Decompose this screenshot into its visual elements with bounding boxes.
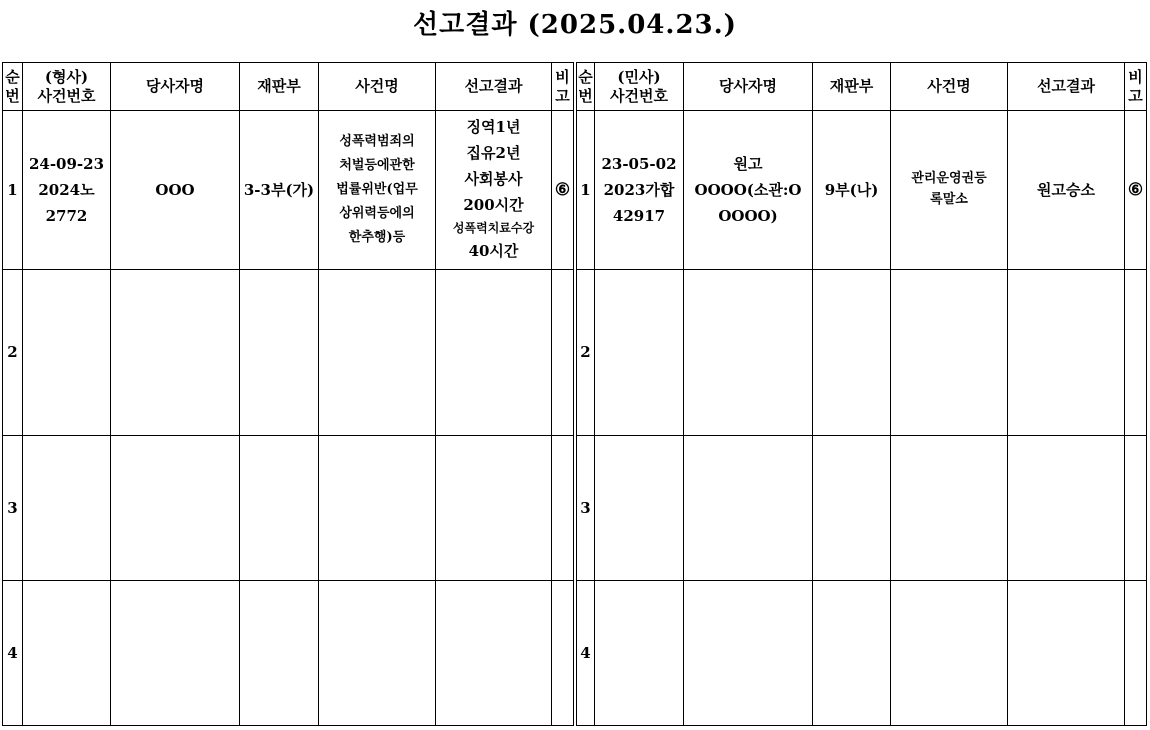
header-result: 선고결과 [1008, 63, 1125, 111]
row-no: 2 [3, 270, 23, 436]
header-case-name: 사건명 [319, 63, 436, 111]
row-no: 4 [3, 581, 23, 726]
header-case-name: 사건명 [891, 63, 1008, 111]
table-row [3, 270, 574, 436]
header-division: 재판부 [240, 63, 319, 111]
table-header-row [577, 63, 1147, 111]
case-number: 24-09-23 2024노 2772 [23, 111, 111, 270]
case-number: 23-05-02 2023가합 42917 [595, 111, 684, 270]
remark: ⑥ [1125, 111, 1147, 270]
header-case-no: (형사) 사건번호 [23, 63, 111, 111]
header-no-1: 순 [5, 67, 20, 86]
header-remark: 비 고 [1125, 63, 1147, 111]
row-no: 3 [577, 436, 595, 581]
header-remark: 비 고 [552, 63, 574, 111]
sentence-result: 원고승소 [1008, 111, 1125, 270]
header-no: 순 번 [577, 63, 595, 111]
row-no: 3 [3, 436, 23, 581]
criminal-results-table [2, 62, 574, 726]
sentence-result: 징역1년 집유2년 사회봉사 200시간 성폭력치료수강 40시간 [436, 111, 552, 270]
party-name: OOO [111, 111, 240, 270]
row-no: 1 [3, 111, 23, 270]
case-name: 관리운영권등 록말소 [891, 111, 1008, 270]
table-row [577, 111, 1147, 270]
header-party: 당사자명 [111, 63, 240, 111]
table-row [577, 436, 1147, 581]
table-row [3, 581, 574, 726]
header-party: 당사자명 [684, 63, 813, 111]
table-row [577, 581, 1147, 726]
remark: ⑥ [552, 111, 574, 270]
table-header-row [3, 63, 574, 111]
table-row [3, 436, 574, 581]
header-case-no: (민사) 사건번호 [595, 63, 684, 111]
row-no: 4 [577, 581, 595, 726]
row-no: 2 [577, 270, 595, 436]
division: 3-3부(가) [240, 111, 319, 270]
table-row [577, 270, 1147, 436]
division: 9부(나) [813, 111, 891, 270]
header-result: 선고결과 [436, 63, 552, 111]
party-name: 원고 OOOO(소관:O OOOO) [684, 111, 813, 270]
header-no-2: 번 [5, 86, 20, 105]
row-no: 1 [577, 111, 595, 270]
header-division: 재판부 [813, 63, 891, 111]
page-title: 선고결과 (2025.04.23.) [412, 10, 737, 40]
civil-results-table [576, 62, 1147, 726]
case-name: 성폭력범죄의 처벌등에관한 법률위반(업무 상위력등에의 한추행)등 [319, 111, 436, 270]
table-row [3, 111, 574, 270]
header-no [3, 63, 23, 111]
